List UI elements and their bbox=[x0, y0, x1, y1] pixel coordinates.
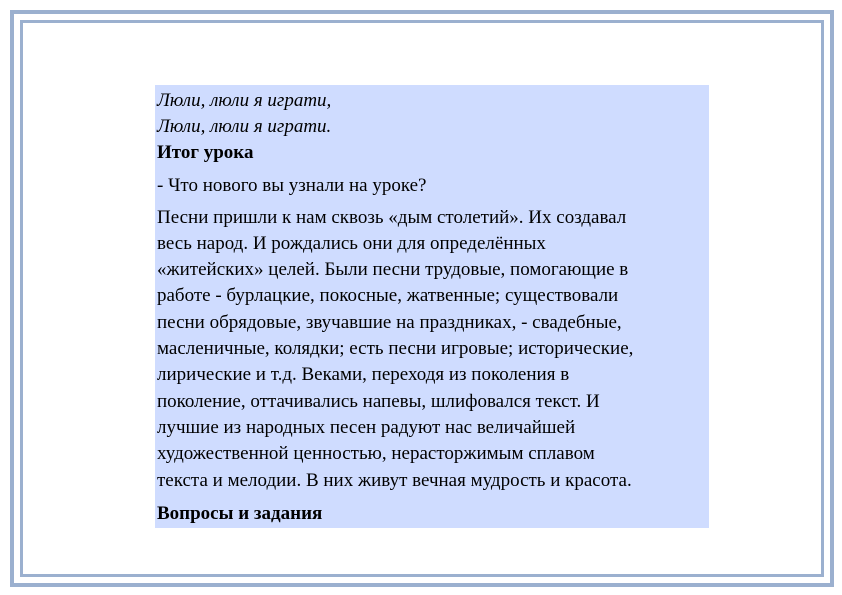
poem-line-2: Люли, люли я играти. bbox=[157, 116, 332, 137]
paragraph-line: поколение, оттачивались напевы, шлифовался текст. И bbox=[157, 391, 600, 412]
paragraph-line: лирические и т.д. Веками, переходя из поколения в bbox=[157, 364, 570, 385]
paragraph-line: лучшие из народных песен радуют нас величайшей bbox=[157, 417, 576, 438]
paragraph-line: Песни пришли к нам сквозь «дым столетий». Их создавал bbox=[157, 207, 627, 228]
paragraph-line: песни обрядовые, звучавшие на праздниках, - свадебные, bbox=[157, 312, 622, 333]
paragraph-line: текста и мелодии. В них живут вечная мудрость и красота. bbox=[157, 470, 632, 491]
paragraph-line: весь народ. И рождались они для определённых bbox=[157, 233, 546, 254]
paragraph-line: масленичные, колядки; есть песни игровые; исторические, bbox=[157, 338, 634, 359]
text-box bbox=[155, 85, 709, 528]
paragraph-line: художественной ценностью, нерасторжимым сплавом bbox=[157, 443, 595, 464]
poem-line-1: Люли, люли я играти, bbox=[157, 90, 332, 111]
summary-heading: Итог урока bbox=[157, 142, 254, 163]
paragraph-line: работе - бурлацкие, покосные, жатвенные; существовали bbox=[157, 285, 619, 306]
summary-question: - Что нового вы узнали на уроке? bbox=[157, 175, 427, 196]
paragraph-line: «житейских» целей. Были песни трудовые, помогающие в bbox=[157, 259, 629, 280]
tasks-heading: Вопросы и задания bbox=[157, 503, 323, 524]
